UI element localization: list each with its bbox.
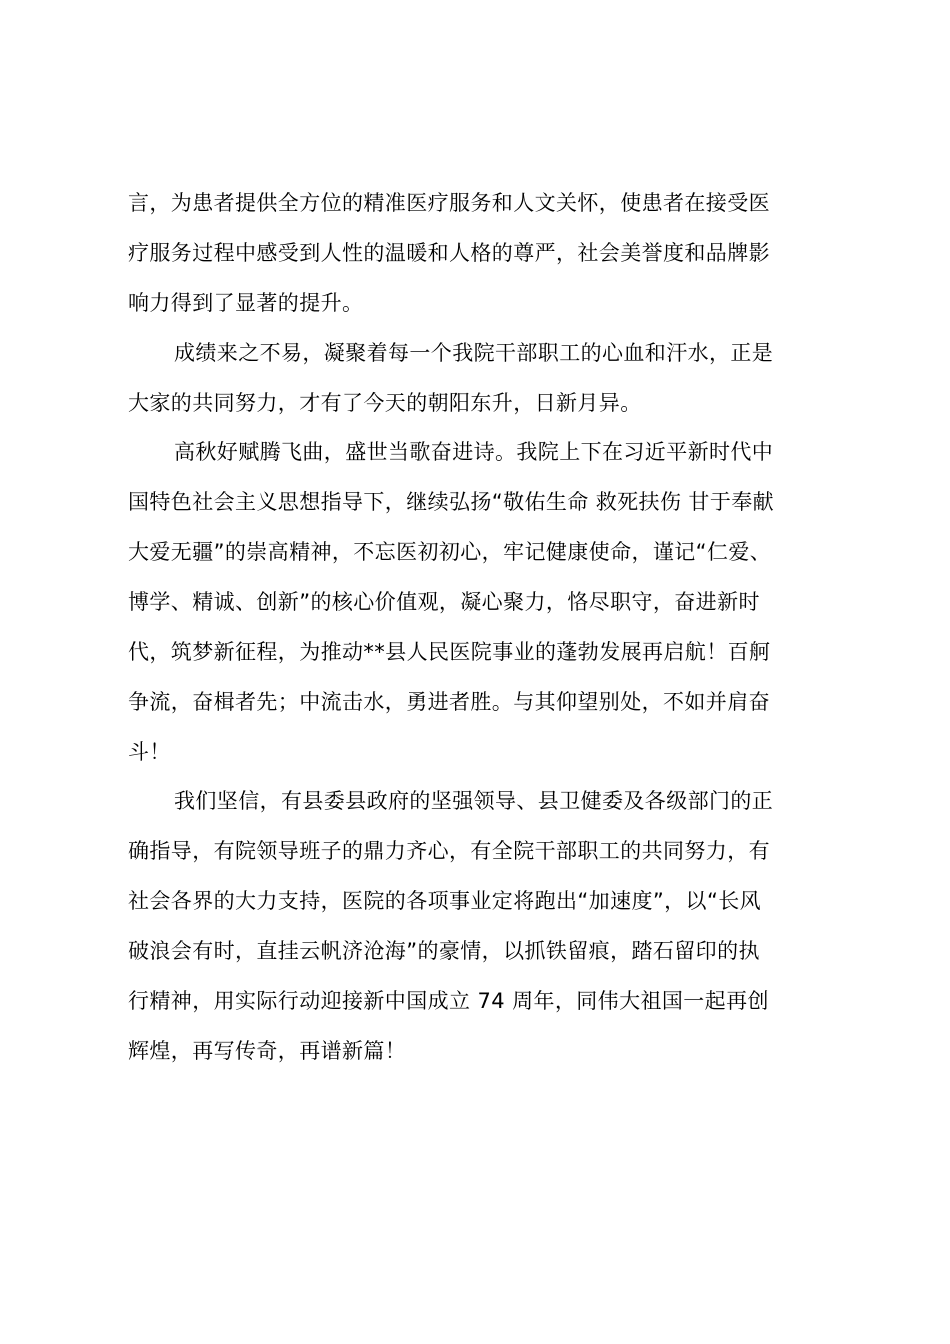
paragraph-1-line-3: 响力得到了显著的提升。 (128, 291, 364, 315)
paragraph-1-line-1: 言，为患者提供全方位的精准医疗服务和人文关怀，使患者在接受医 (128, 191, 770, 215)
paragraph-1-line-2: 疗服务过程中感受到人性的温暖和人格的尊严，社会美誉度和品牌影 (128, 241, 770, 265)
paragraph-4-line-3: 社会各界的大力支持，医院的各项事业定将跑出“加速度”，以“长风 (128, 889, 762, 913)
paragraph-3-line-2: 国特色社会主义思想指导下，继续弘扬“敬佑生命 救死扶伤 甘于奉献 (128, 490, 775, 514)
paragraph-3-line-3: 大爱无疆”的崇高精神，不忘医初初心，牢记健康使命，谨记“仁爱、 (128, 540, 772, 564)
paragraph-3-line-5: 代，筑梦新征程，为推动**县人民医院事业的蓬勃发展再启航！百舸 (128, 640, 771, 664)
paragraph-3-line-7: 斗！ (128, 740, 171, 764)
paragraph-3-line-6: 争流，奋楫者先；中流击水，勇进者胜。与其仰望别处，不如并肩奋 (128, 690, 770, 714)
paragraph-2-line-2: 大家的共同努力，才有了今天的朝阳东升，日新月异。 (128, 391, 642, 415)
paragraph-4-line-2: 确指导，有院领导班子的鼎力齐心，有全院干部职工的共同努力，有 (128, 839, 770, 863)
paragraph-3-line-1: 高秋好赋腾飞曲，盛世当歌奋进诗。我院上下在习近平新时代中 (174, 440, 774, 464)
paragraph-3-line-4: 博学、精诚、创新”的核心价值观，凝心聚力，恪尽职守，奋进新时 (128, 590, 760, 614)
paragraph-4-line-6: 辉煌，再写传奇，再谱新篇！ (128, 1039, 407, 1063)
paragraph-4-line-5: 行精神，用实际行动迎接新中国成立 74 周年，同伟大祖国一起再创 (128, 989, 769, 1013)
paragraph-2-line-1: 成绩来之不易，凝聚着每一个我院干部职工的心血和汗水，正是 (174, 341, 774, 365)
paragraph-4-line-4: 破浪会有时，直挂云帆济沧海”的豪情，以抓铁留痕，踏石留印的执 (128, 939, 760, 963)
paragraph-4-line-1: 我们坚信，有县委县政府的坚强领导、县卫健委及各级部门的正 (174, 789, 774, 813)
